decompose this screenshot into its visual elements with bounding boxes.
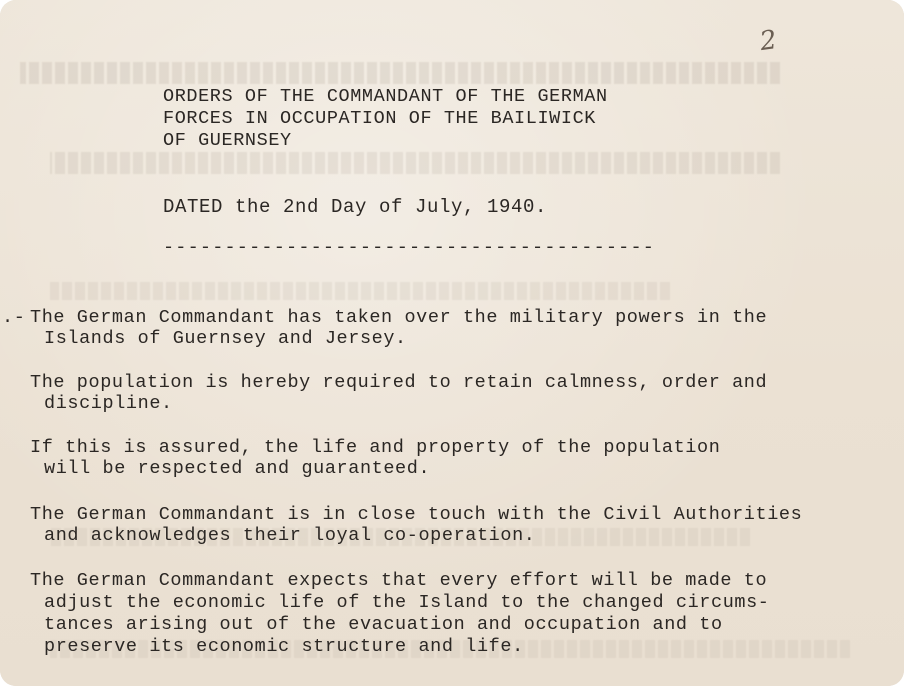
show-through-line [20,62,780,84]
paragraph-2-line-2: discipline. [44,393,173,414]
dashed-rule: ---------------------------------------- [163,237,656,258]
paragraph-5-line-4: preserve its economic structure and life. [44,636,524,657]
header-line-1: ORDERS OF THE COMMANDANT OF THE GERMAN [163,86,608,107]
paragraph-4-line-2: and acknowledges their loyal co-operation. [44,525,536,546]
show-through-line [50,152,780,174]
paragraph-5-line-1: The German Commandant expects that every effort will be made to [30,570,768,591]
header-line-3: OF GUERNSEY [163,130,292,151]
handwritten-page-number: 2 [757,24,779,58]
header-line-2: FORCES IN OCCUPATION OF THE BAILIWICK [163,108,596,129]
paragraph-5-line-2: adjust the economic life of the Island to the changed circums- [44,592,770,613]
paragraph-4-line-1: The German Commandant is in close touch with the Civil Authorities [30,504,803,525]
dated-line: DATED the 2nd Day of July, 1940. [163,196,548,218]
paragraph-1-line-2: Islands of Guernsey and Jersey. [44,328,407,349]
paragraph-2-line-1: The population is hereby required to retain calmness, order and [30,372,768,393]
paragraph-3-line-1: If this is assured, the life and property of the population [30,437,721,458]
paragraph-1-line-1: The German Commandant has taken over the military powers in the [30,307,768,328]
margin-marker: .- [2,307,26,328]
paragraph-5-line-3: tances arising out of the evacuation and occupation and to [44,614,723,635]
show-through-line [50,282,670,300]
paragraph-3-line-2: will be respected and guaranteed. [44,458,431,479]
